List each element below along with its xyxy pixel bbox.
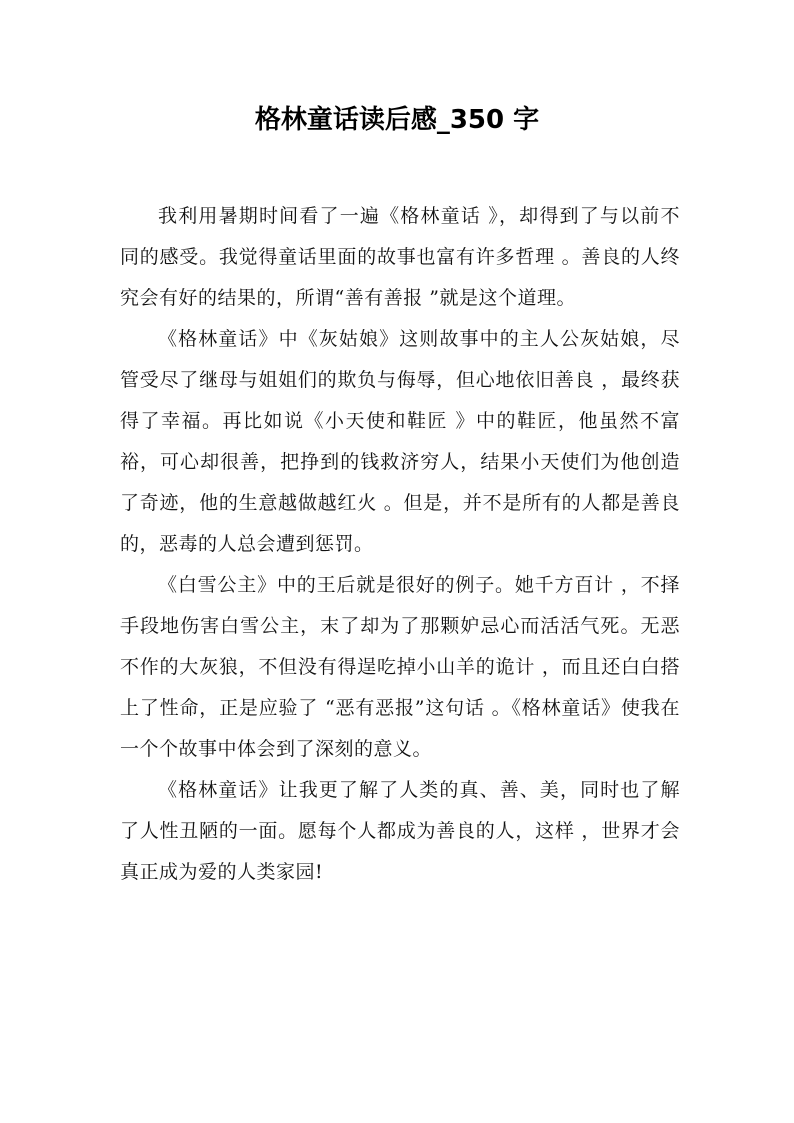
paragraph-4: 《格林童话》让我更了解了人类的真、善、美，同时也了解了人性丑陋的一面。愿每个人都成为善良的人，这样 ，世界才会真正成为爱的人类家园! (120, 779, 680, 883)
document-body (120, 196, 680, 893)
document-title: 格林童话读后感_350 字 (254, 105, 540, 135)
paragraph-1: 我利用暑期时间看了一遍《格林童话 》，却得到了与以前不同的感受。我觉得童话里面的故事也富有许多哲理 。善良的人终究会有好的结果的，所谓“善有善报 ”就是这个道理。 (120, 205, 680, 309)
paragraph-3: 《白雪公主》中的王后就是很好的例子。她千方百计 ，不择手段地伤害白雪公主，末了却为了那颗妒忌心而活活气死。无恶不作的大灰狼，不但没有得逞吃掉小山羊的诡计 ，而且还白白搭上了性命，正是应验了 “恶有恶报”这句话 。《格林童话》使我在一个个故事中体会到了深刻的意义。 (120, 574, 680, 760)
paragraph-2: 《格林童话》中《灰姑娘》这则故事中的主人公灰姑娘，尽管受尽了继母与姐姐们的欺负与侮辱，但心地依旧善良 ，最终获得了幸福。再比如说《小天使和鞋匠 》中的鞋匠，他虽然不富裕，可心却很善，把挣到的钱救济穷人，结果小天使们为他创造了奇迹，他的生意越做越红火 。但是，并不是所有的人都是善良的，恶毒的人总会遭到惩罚。 (120, 328, 680, 555)
